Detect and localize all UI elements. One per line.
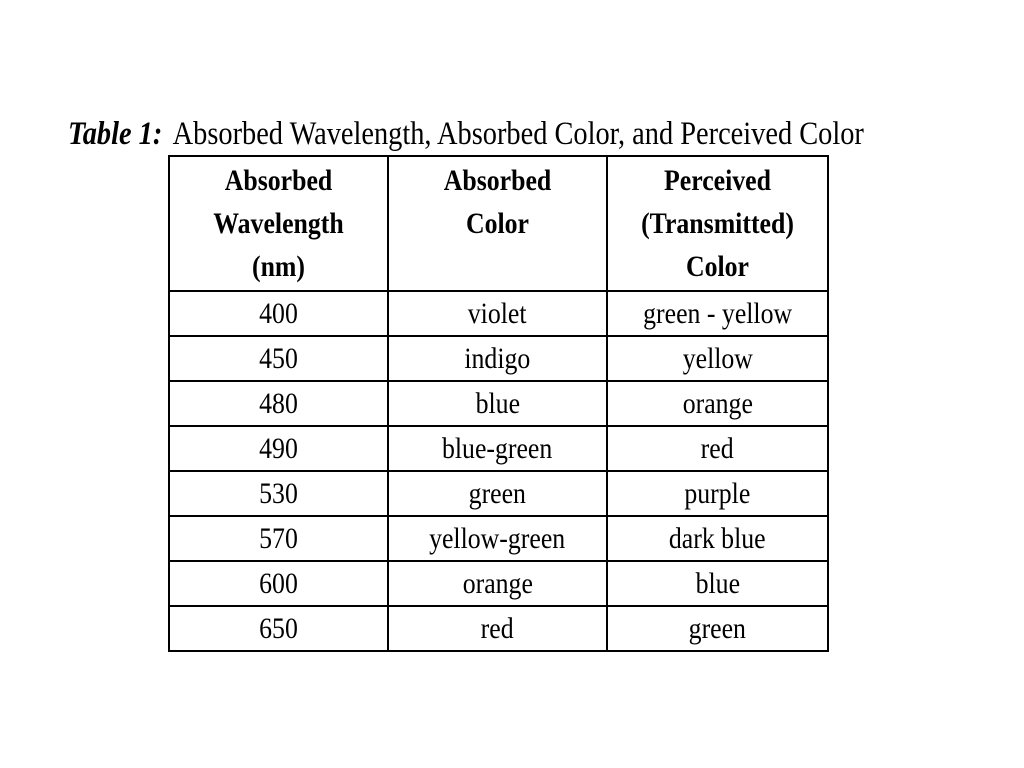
cell-absorbed-color: [388, 471, 607, 516]
cell-perceived-color: [607, 336, 828, 381]
cell-absorbed-color: [388, 561, 607, 606]
header-line: Color: [685, 250, 750, 283]
table-row: [169, 381, 828, 426]
header-perceived-color: [607, 156, 828, 291]
table-row: [169, 471, 828, 516]
cell-wavelength: [169, 516, 388, 561]
header-line: Absorbed: [443, 164, 552, 197]
header-absorbed-wavelength: [169, 156, 388, 291]
table-caption-label: Table 1:: [68, 116, 163, 152]
cell-absorbed-color: [388, 426, 607, 471]
cell-perceived-color: [607, 471, 828, 516]
cell-text: 490: [259, 432, 298, 465]
cell-text: indigo: [464, 342, 531, 375]
cell-text: 570: [259, 522, 298, 555]
table-row: [169, 291, 828, 336]
cell-text: yellow: [682, 342, 753, 375]
table-row: [169, 561, 828, 606]
cell-text: yellow-green: [429, 522, 566, 555]
cell-text: 600: [259, 567, 298, 600]
cell-text: 400: [259, 297, 298, 330]
cell-perceived-color: [607, 561, 828, 606]
header-absorbed-color: [388, 156, 607, 291]
cell-text: blue: [695, 567, 740, 600]
cell-perceived-color: [607, 606, 828, 651]
cell-absorbed-color: [388, 516, 607, 561]
cell-wavelength: [169, 291, 388, 336]
cell-text: violet: [468, 297, 527, 330]
cell-absorbed-color: [388, 381, 607, 426]
cell-text: green: [688, 612, 747, 645]
header-line: Color: [465, 207, 530, 240]
table-row: [169, 426, 828, 471]
cell-text: 650: [259, 612, 298, 645]
header-line: (nm): [251, 250, 306, 283]
header-line: Absorbed: [224, 164, 333, 197]
table-header: [169, 156, 828, 291]
wavelength-color-table: [168, 155, 829, 652]
cell-text: red: [481, 612, 514, 645]
table-row: [169, 606, 828, 651]
cell-perceived-color: [607, 291, 828, 336]
cell-text: 480: [259, 387, 298, 420]
cell-wavelength: [169, 336, 388, 381]
table-row: [169, 516, 828, 561]
cell-text: green - yellow: [642, 297, 792, 330]
header-line: Wavelength: [213, 207, 344, 240]
cell-text: red: [701, 432, 734, 465]
cell-text: purple: [684, 477, 751, 510]
cell-text: green: [468, 477, 527, 510]
table-caption-text: Absorbed Wavelength, Absorbed Color, and Perceived Color: [172, 116, 864, 152]
cell-absorbed-color: [388, 291, 607, 336]
cell-wavelength: [169, 471, 388, 516]
cell-perceived-color: [607, 426, 828, 471]
cell-text: orange: [682, 387, 753, 420]
cell-text: orange: [462, 567, 533, 600]
header-line: (Transmitted): [641, 207, 794, 240]
cell-perceived-color: [607, 381, 828, 426]
cell-wavelength: [169, 381, 388, 426]
header-row: [169, 156, 828, 291]
cell-text: dark blue: [669, 522, 766, 555]
table-caption: [68, 112, 864, 156]
table-body: [169, 291, 828, 651]
cell-absorbed-color: [388, 606, 607, 651]
cell-text: 450: [259, 342, 298, 375]
cell-wavelength: [169, 561, 388, 606]
cell-wavelength: [169, 426, 388, 471]
cell-text: 530: [259, 477, 298, 510]
header-line: Perceived: [664, 164, 771, 197]
table-row: [169, 336, 828, 381]
cell-text: blue: [475, 387, 520, 420]
cell-absorbed-color: [388, 336, 607, 381]
cell-wavelength: [169, 606, 388, 651]
cell-perceived-color: [607, 516, 828, 561]
cell-text: blue-green: [442, 432, 553, 465]
